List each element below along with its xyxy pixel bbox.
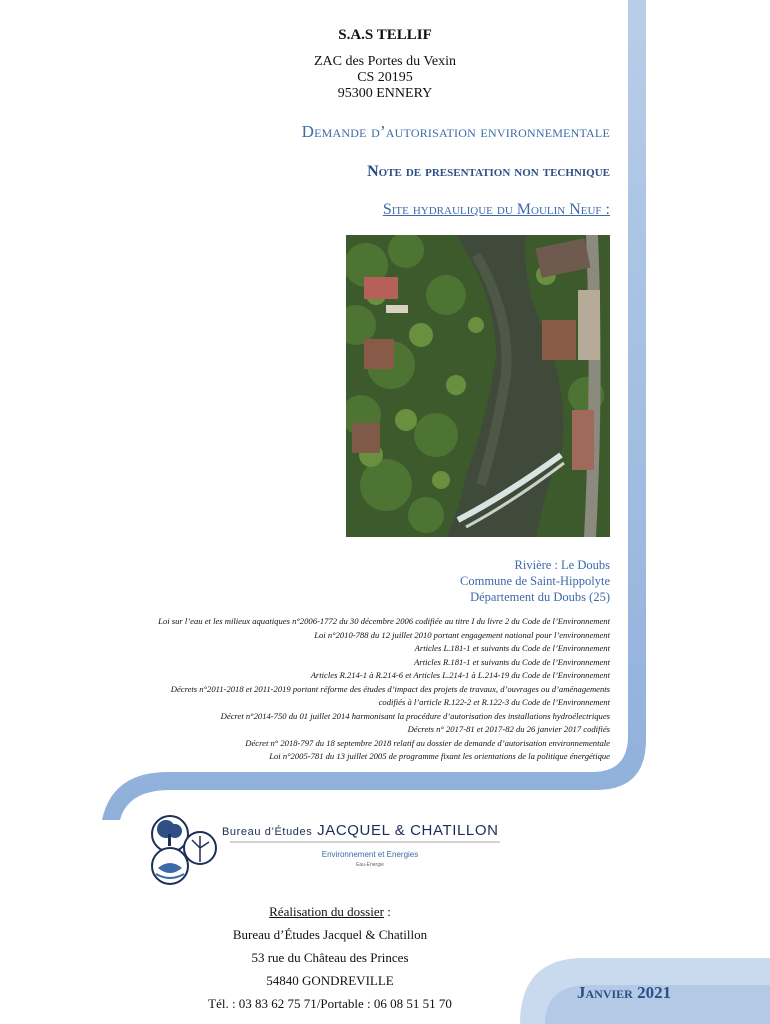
company-address bbox=[0, 54, 770, 102]
realisation-block bbox=[0, 900, 660, 1015]
law-reference: Articles L.181-1 et suivants du Code de l’Environnement bbox=[414, 643, 610, 653]
realisation-city: 54840 GONDREVILLE bbox=[266, 973, 394, 988]
commune-name: Commune de Saint-Hippolyte bbox=[460, 574, 610, 588]
law-reference: Décrets n° 2017-81 et 2017-82 du 26 janvier 2017 codifiés bbox=[407, 724, 610, 734]
logo-underline bbox=[230, 840, 500, 844]
realisation-heading-colon: : bbox=[383, 904, 391, 919]
legal-references bbox=[0, 615, 610, 764]
law-reference: Décret n° 2018-797 du 18 septembre 2018 relatif au dossier de demande d’autorisation environnementale bbox=[245, 737, 610, 748]
logo-subtitle-small: Eau-Energie bbox=[356, 862, 384, 868]
logo-name-prefix: Bureau d’Études bbox=[222, 826, 313, 838]
site-title: Site hydraulique du Moulin Neuf : bbox=[382, 201, 610, 218]
document-title: Demande d’autorisation environnementale bbox=[301, 122, 610, 141]
realisation-heading-text: Réalisation du dossier bbox=[269, 904, 384, 919]
address-line: ZAC des Portes du Vexin bbox=[313, 54, 457, 69]
law-reference: Loi sur l’eau et les milieux aquatiques n°2006-1772 du 30 décembre 2006 codifiée au titre I du livre 2 du Code de l’Environnement bbox=[158, 616, 610, 626]
address-line: 95300 ENNERY bbox=[337, 86, 433, 101]
river-name: Rivière : Le Doubs bbox=[514, 558, 610, 572]
aerial-photo bbox=[346, 235, 610, 537]
document-subtitle: Note de presentation non technique bbox=[367, 163, 610, 180]
logo-name-main: JACQUEL & CHATILLON bbox=[317, 822, 499, 839]
law-reference: Loi n°2010-788 du 12 juillet 2010 portant engagement national pour l’environnement bbox=[314, 629, 610, 640]
law-reference: codifiés à l’article R.122-2 et R.122-3 du Code de l’Environnement bbox=[378, 697, 610, 707]
company-logo-name bbox=[222, 822, 499, 839]
address-line: CS 20195 bbox=[357, 70, 413, 85]
realisation-street: 53 rue du Château des Princes bbox=[251, 950, 409, 965]
departement-name: Département du Doubs (25) bbox=[470, 590, 610, 604]
realisation-phone: Tél. : 03 83 62 75 71/Portable : 06 08 51 51 70 bbox=[208, 996, 452, 1011]
law-reference: Loi n°2005-781 du 13 juillet 2005 de programme fixant les orientations de la politique énergétique bbox=[269, 751, 610, 761]
document-date: Janvier 2021 bbox=[577, 983, 672, 1002]
realisation-office: Bureau d’Études Jacquel & Chatillon bbox=[232, 927, 428, 942]
law-reference: Décrets n°2011-2018 et 2011-2019 portant réforme des études d’impact des projets de travaux, d’ouvrages ou d’aménagements bbox=[170, 683, 610, 694]
realisation-heading bbox=[0, 900, 660, 923]
company-logo-icon bbox=[146, 812, 222, 888]
location-block bbox=[460, 557, 610, 605]
law-reference: Articles R.214-1 à R.214-6 et Articles L.214-1 à L.214-19 du Code de l’Environnement bbox=[310, 670, 610, 680]
logo-subtitle: Environnement et Energies bbox=[321, 850, 419, 859]
law-reference: Décret n°2014-750 du 01 juillet 2014 harmonisant la procédure d’autorisation des installations hydroélectriques bbox=[220, 710, 610, 721]
company-name: S.A.S TELLIF bbox=[338, 27, 432, 43]
law-reference: Articles R.181-1 et suivants du Code de l’Environnement bbox=[414, 656, 610, 667]
